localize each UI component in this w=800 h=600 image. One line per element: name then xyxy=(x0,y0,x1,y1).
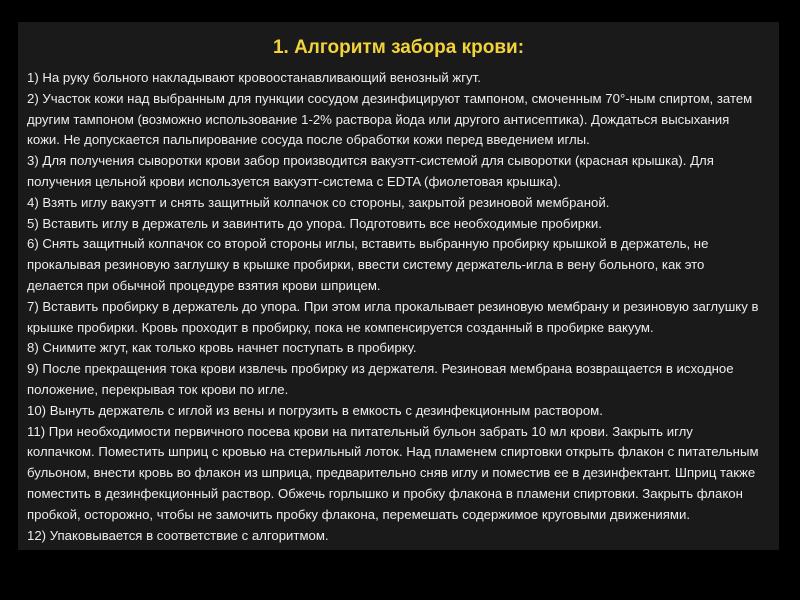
text-line: 11) При необходимости первичного посева крови на питательный бульон забрать 10 мл крови. Закрыть иглу xyxy=(27,423,693,439)
text-line: другим тампоном (возможно использование 1-2% раствора йода или другого антисептика). Дождаться высыхания xyxy=(27,111,730,127)
content-panel xyxy=(18,22,779,550)
text-line: 1) На руку больного накладывают кровоостанавливающий венозный жгут. xyxy=(27,70,481,85)
text-line: кожи. Не допускается пальпирование сосуда после обработки кожи перед введением иглы. xyxy=(27,132,590,148)
text-line: положение, перекрывая ток крови по игле. xyxy=(27,381,289,397)
text-line: 8) Снимите жгут, как только кровь начнет поступать в пробирку. xyxy=(27,340,417,356)
text-line: делается при обычной процедуре взятия крови шприцем. xyxy=(27,277,381,293)
text-line: 4) Взять иглу вакуэтт и снять защитный колпачок со стороны, закрытой резиновой мембраной. xyxy=(27,194,610,210)
text-line: поместить в дезинфекционный раствор. Обжечь горлышко и пробку флакона в пламени спиртовки. Закрыть флакон xyxy=(27,485,743,501)
text-line: 2) Участок кожи над выбранным для пункции сосудом дезинфицируют тампоном, смоченным 70°-ным спиртом, затем xyxy=(27,90,753,106)
text-line: получения цельной крови используется вакуэтт-система с EDTA (фиолетовая крышка). xyxy=(27,173,562,189)
text-line: прокалывая резиновую заглушку в крышке пробирки, ввести систему держатель-игла в вену больного, как это xyxy=(27,257,705,273)
text-line: 6) Снять защитный колпачок со второй стороны иглы, вставить выбранную пробирку крышкой в держатель, не xyxy=(27,236,709,252)
text-line: 5) Вставить иглу в держатель и завинтить до упора. Подготовить все необходимые пробирки. xyxy=(27,215,602,231)
text-line: 3) Для получения сыворотки крови забор производится вакуэтт-системой для сыворотки (красная крышка). Для xyxy=(27,153,714,169)
text-line: пробкой, осторожно, чтобы не замочить пробку флакона, перемешать содержимое круговыми движениями. xyxy=(27,506,691,522)
text-line: колпачком. Поместить шприц с кровью на стерильный лоток. Над пламенем спиртовки открыть флакон с питательным xyxy=(27,444,759,460)
text-line: 7) Вставить пробирку в держатель до упора. При этом игла прокалывает резиновую мембрану и резиновую заглушку в xyxy=(27,298,759,314)
text-line: 9) После прекращения тока крови извлечь пробирку из держателя. Резиновая мембрана возвращается в исходное xyxy=(27,361,734,377)
slide-title: 1. Алгоритм забора крови: xyxy=(272,37,525,58)
text-line: бульоном, внести кровь во флакон из шприца, предварительно сняв иглу и поместив ее в дезинфектант. Шприц также xyxy=(27,465,756,481)
text-line: 12) Упаковывается в соответствие с алгоритмом. xyxy=(27,527,329,543)
text-line: 10) Вынуть держатель с иглой из вены и погрузить в емкость с дезинфекционным раствором. xyxy=(27,402,603,418)
text-line: крышке пробирки. Кровь проходит в пробирку, пока не компенсируется созданный в пробирке вакуум. xyxy=(27,319,654,335)
procedure-steps xyxy=(27,68,773,546)
